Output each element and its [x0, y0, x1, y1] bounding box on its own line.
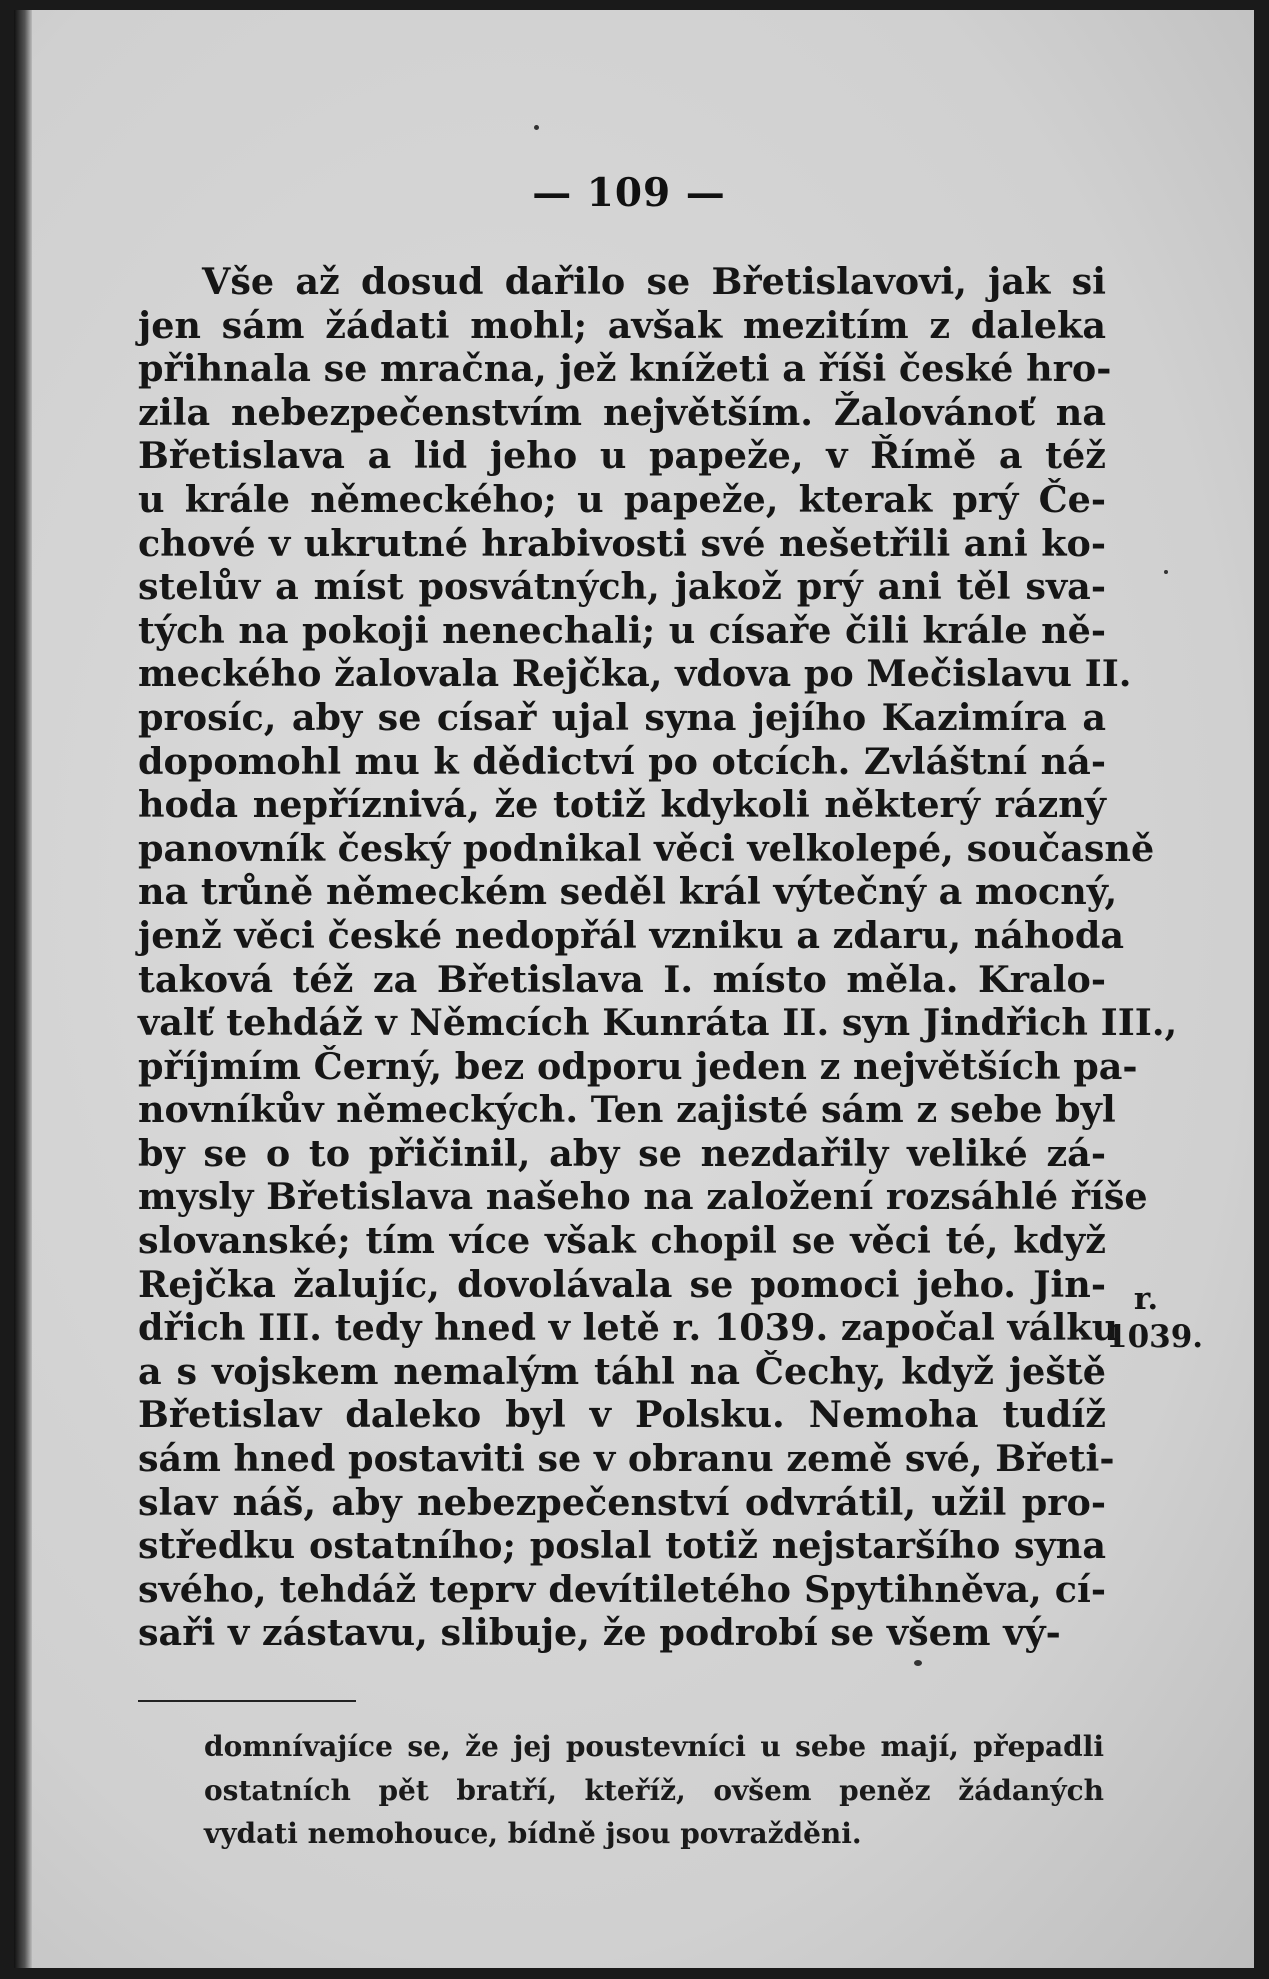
margin-note-line: r.: [1133, 1281, 1159, 1317]
footnote-line: vydati nemohouce, bídně jsou povražděni.: [204, 1817, 862, 1851]
text-line: mysly Břetislava našeho na založení rozsáhlé říše: [138, 1175, 1148, 1219]
text-line: valť tehdáž v Němcích Kunráta II. syn Jindřich III.,: [138, 1001, 1178, 1045]
text-line: jen sám žádati mohl; avšak mezitím z daleka: [138, 303, 1106, 347]
text-line: Vše až dosud dařilo se Břetislavovi, jak si: [202, 260, 1106, 303]
text-line: prosíc, aby se císař ujal syna jejího Kazimíra a: [138, 695, 1106, 739]
footnote-line: ostatních pět bratří, kteříž, ovšem peněz žádaných: [204, 1773, 1104, 1807]
text-line: meckého žalovala Rejčka, vdova po Mečislavu II.: [138, 652, 1132, 696]
footnote: [204, 1730, 1104, 1861]
text-line: dopomohl mu k dědictví po otcích. Zvláštní ná-: [138, 739, 1106, 783]
paper-speck: [1164, 570, 1168, 574]
text-line: svého, tehdáž teprv devítiletého Spytihněva, cí-: [138, 1567, 1106, 1611]
text-line: chové v ukrutné hrabivosti své nešetřili ani ko-: [138, 521, 1106, 565]
paper-speck: [914, 1660, 922, 1666]
text-line: taková též za Břetislava I. místo měla. Kralo-: [138, 957, 1106, 1001]
text-line: Břetislav daleko byl v Polsku. Nemoha tudíž: [138, 1393, 1106, 1437]
text-line: zila nebezpečenstvím největším. Žalovánoť na: [138, 390, 1106, 434]
text-line: středku ostatního; poslal totiž nejstaršího syna: [138, 1524, 1106, 1568]
text-line: slovanské; tím více však chopil se věci té, když: [138, 1219, 1106, 1263]
text-line: sám hned postaviti se v obranu země své, Břeti-: [138, 1437, 1115, 1481]
text-line: hoda nepříznivá, že totiž kdykoli některý rázný: [138, 783, 1106, 827]
margin-note-line: 1039.: [1106, 1319, 1204, 1355]
text-line: novníkův německých. Ten zajisté sám z sebe byl: [138, 1088, 1116, 1132]
main-text: [138, 260, 1178, 1655]
text-line: příjmím Černý, bez odporu jeden z největších pa-: [138, 1044, 1138, 1088]
text-line: u krále německého; u papeže, kterak prý Če-: [138, 477, 1106, 521]
text-line: Rejčka žalujíc, dovolávala se pomoci jeho. Jin-: [138, 1262, 1106, 1306]
book-page: [14, 10, 1254, 1968]
text-line: saři v zástavu, slibuje, že podrobí se všem vý-: [138, 1611, 1061, 1655]
page-number: — 109 —: [532, 170, 726, 216]
footnote-line: domnívajíce se, že jej poustevníci u sebe mají, přepadli: [204, 1730, 1104, 1763]
text-line: přihnala se mračna, jež knížeti a říši české hro-: [138, 347, 1112, 391]
margin-note-year: [1106, 1280, 1204, 1356]
book-spine-edge: [14, 10, 32, 1968]
text-line: stelův a míst posvátných, jakož prý ani těl sva-: [138, 565, 1106, 609]
text-line: na trůně německém seděl král výtečný a mocný,: [138, 870, 1118, 914]
text-line: tých na pokoji nenechali; u císaře čili krále ně-: [138, 608, 1106, 652]
footnote-separator: [138, 1700, 356, 1702]
text-line: by se o to přičinil, aby se nezdařily veliké zá-: [138, 1131, 1106, 1175]
text-line: slav náš, aby nebezpečenství odvrátil, užil pro-: [138, 1480, 1106, 1524]
text-line: a s vojskem nemalým táhl na Čechy, když ještě: [138, 1349, 1106, 1393]
text-line: panovník český podnikal věci velkolepé, současně: [138, 826, 1155, 870]
text-line: jenž věci české nedopřál vzniku a zdaru, náhoda: [138, 913, 1124, 957]
text-line: dřich III. tedy hned v letě r. 1039. započal válku: [138, 1306, 1119, 1350]
paper-speck: [534, 125, 539, 130]
text-line: Břetislava a lid jeho u papeže, v Římě a též: [138, 434, 1106, 478]
